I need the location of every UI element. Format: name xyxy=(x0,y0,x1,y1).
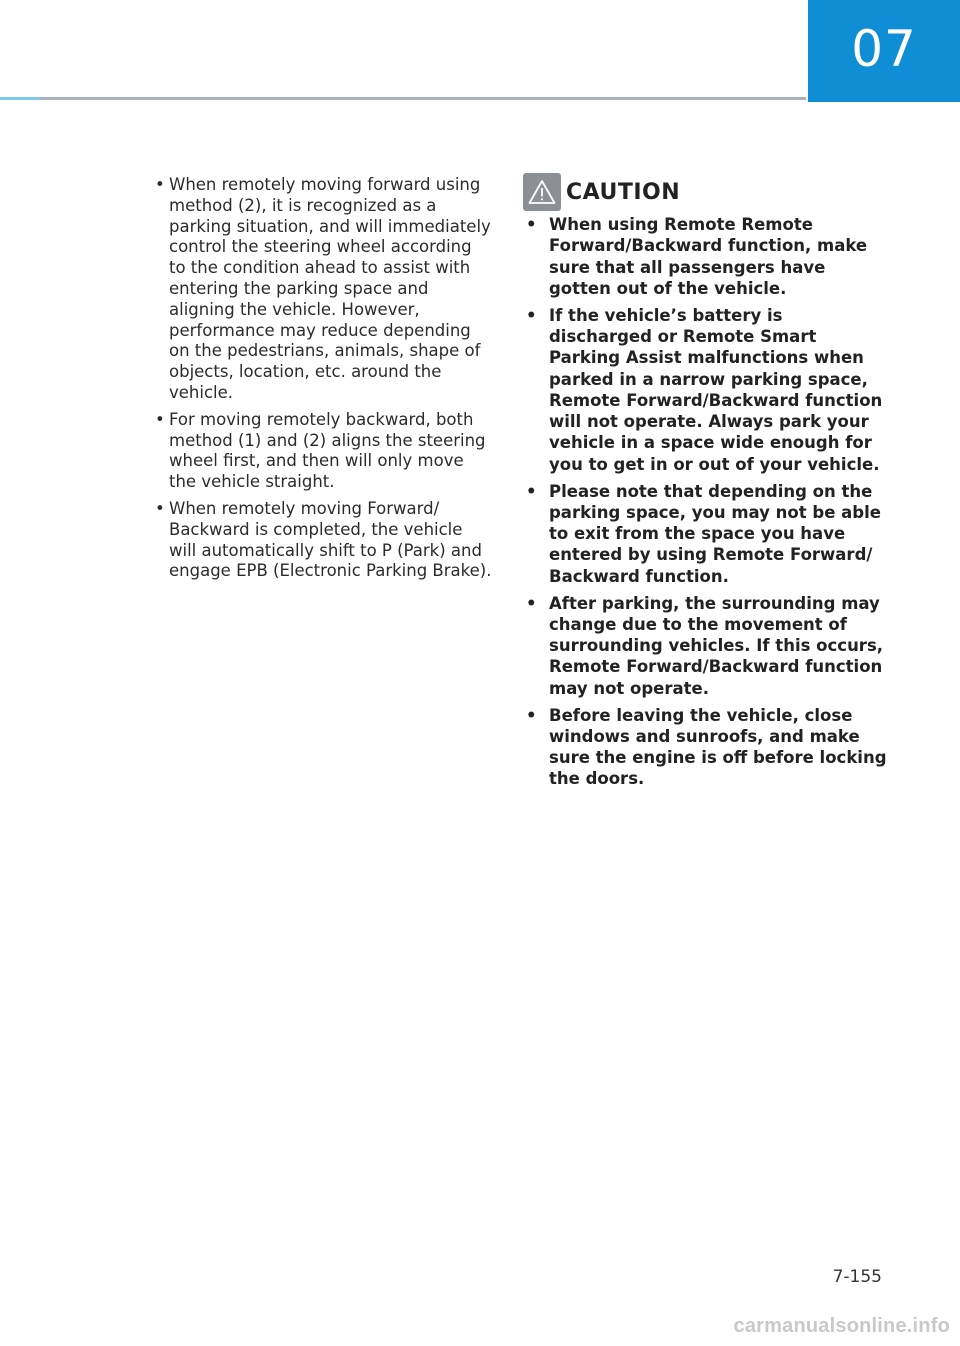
caution-item-text: After parking, the surrounding may change due to the movement of surrounding vehicles. If this occurs, Remote Forward/Backward function may not operate. xyxy=(549,593,884,698)
page-number: 7-155 xyxy=(832,1267,882,1287)
caution-list xyxy=(523,214,888,790)
caution-item xyxy=(523,705,888,790)
caution-title: CAUTION xyxy=(566,179,681,205)
left-column xyxy=(152,175,492,588)
caution-item-text: Before leaving the vehicle, close windows and sunroofs, and make sure the engine is off before locking the doors. xyxy=(549,705,887,789)
bullet-marker: • xyxy=(526,705,537,725)
caution-item-text: Please note that depending on the parking space, you may not be able to exit from the space you have entered by using Remote Forward/ Backward function. xyxy=(549,481,881,586)
caution-item xyxy=(523,214,888,299)
list-item-text: When remotely moving forward using method (2), it is recognized as a parking situation, and will immediately control the steering wheel according to the condition ahead to assist with entering the parking space and aligning the vehicle. However, performance may reduce depending on the pedestrians, animals, shape of objects, location, etc. around the vehicle. xyxy=(169,175,491,402)
list-item-text: When remotely moving Forward/ Backward is completed, the vehicle will automatically shift to P (Park) and engage EPB (Electronic Parking Brake). xyxy=(169,498,492,581)
list-item-text: For moving remotely backward, both method (1) and (2) aligns the steering wheel first, and then will only move the vehicle straight. xyxy=(169,409,486,492)
caution-box xyxy=(523,173,888,795)
bullet-marker: • xyxy=(526,481,537,501)
bullet-marker: • xyxy=(155,409,165,429)
bullet-marker: • xyxy=(155,175,165,194)
caution-header xyxy=(523,173,888,211)
bullet-marker: • xyxy=(526,593,537,613)
bullet-marker: • xyxy=(526,305,537,325)
list-item xyxy=(152,175,492,404)
caution-item xyxy=(523,481,888,587)
caution-item xyxy=(523,305,888,475)
caution-item-text: When using Remote Remote Forward/Backward function, make sure that all passengers have gotten out of the vehicle. xyxy=(549,215,868,298)
list-item xyxy=(152,410,492,493)
bullet-marker: • xyxy=(155,498,165,518)
chapter-number: 07 xyxy=(851,20,917,78)
warning-triangle-icon xyxy=(523,173,561,211)
list-item xyxy=(152,499,492,582)
bullet-marker: • xyxy=(526,215,537,234)
header-divider xyxy=(0,97,806,100)
chapter-tab xyxy=(808,0,960,102)
watermark[interactable]: carmanualsonline.info xyxy=(733,1315,950,1337)
caution-item xyxy=(523,593,888,699)
caution-item-text: If the vehicle’s battery is discharged or Remote Smart Parking Assist malfunctions when parked in a narrow parking space, Remote Forward/Backward function will not operate. Always park your vehicle in a space wide enough for you to get in or out of your vehicle. xyxy=(549,305,883,474)
bullet-list xyxy=(152,175,492,582)
header-divider-accent xyxy=(0,97,40,100)
